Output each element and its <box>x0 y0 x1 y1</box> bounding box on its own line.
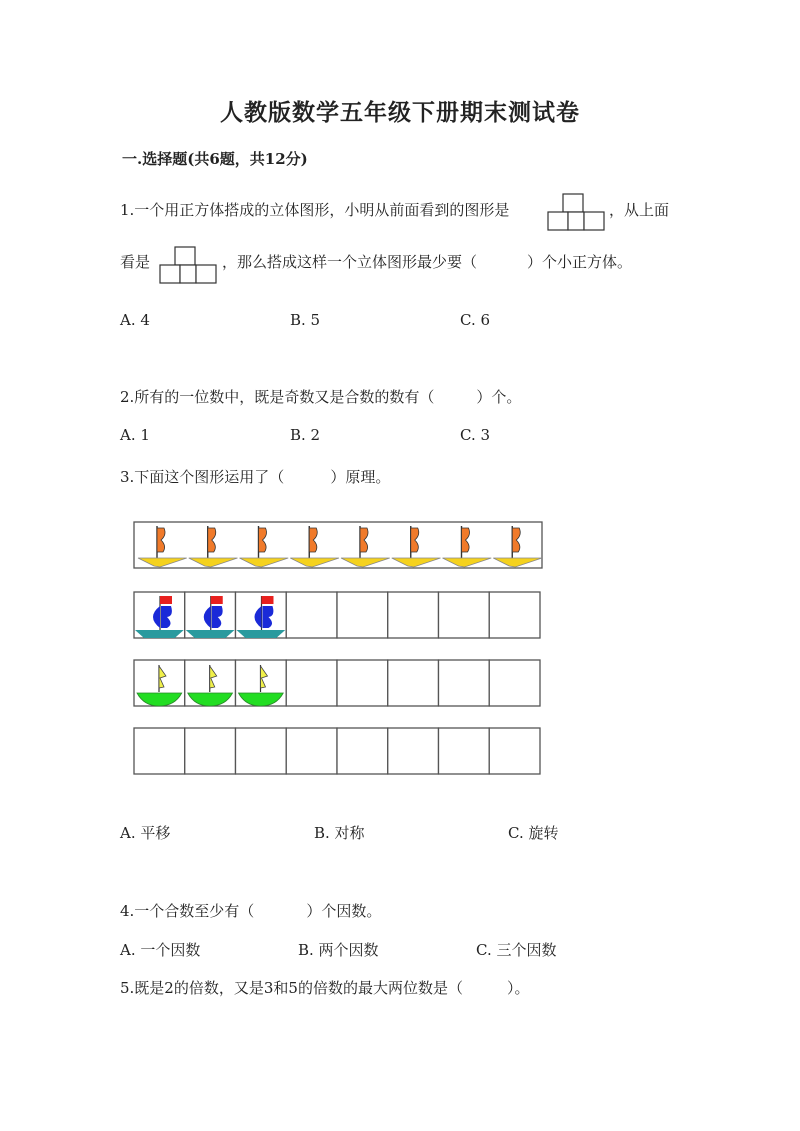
grid-cell <box>286 660 337 706</box>
grid-cell <box>337 592 388 638</box>
q1-option-c[interactable]: C. 6 <box>460 311 491 329</box>
q5-text-a: 5.既是2的倍数，又是3和5的倍数的最大两位数是（ <box>120 979 463 997</box>
q3-text-b: ）原理。 <box>330 468 391 486</box>
flag-boat-row <box>134 522 542 568</box>
q3-text <box>120 466 390 487</box>
section-heading: 一.选择题(共6题，共12分) <box>122 150 308 168</box>
q1-line1 <box>120 199 509 220</box>
q4-option-b[interactable]: B. 两个因数 <box>298 941 379 959</box>
q2-text-b: ）个。 <box>476 388 522 406</box>
q1-text-part4: ，那么搭成这样一个立体图形最少要（ <box>222 253 478 271</box>
grid-cell <box>236 728 287 774</box>
q3-text-a: 3.下面这个图形运用了（ <box>120 468 285 486</box>
q1-text-part2: ，从上面 <box>609 201 670 219</box>
q2-option-a[interactable]: A. 1 <box>120 426 150 444</box>
grid-cell <box>489 660 540 706</box>
q1-text-part1: 1.一个用正方体搭成的立体图形，小明从前面看到的图形是 <box>120 201 510 219</box>
q1-option-a[interactable]: A. 4 <box>120 311 150 329</box>
top-view-figure <box>159 246 217 284</box>
sailboat-row-blue <box>134 592 540 638</box>
grid-cell <box>439 728 490 774</box>
q4-text <box>120 900 381 921</box>
page-title: 人教版数学五年级下册期末测试卷 <box>220 99 580 126</box>
front-view-figure <box>547 193 605 231</box>
grid-cell <box>185 728 236 774</box>
grid-cell <box>388 728 439 774</box>
q1-text-part3: 看是 <box>120 253 151 271</box>
q5-text <box>120 977 529 998</box>
grid-cell <box>337 728 388 774</box>
empty-grid-row <box>134 728 540 774</box>
q1-text-part5: ）个小正方体。 <box>527 253 633 271</box>
grid-cell <box>286 592 337 638</box>
grid-cell <box>286 728 337 774</box>
pattern-figure <box>132 520 544 780</box>
grid-cell <box>134 728 185 774</box>
grid-cell <box>489 728 540 774</box>
q3-option-a[interactable]: A. 平移 <box>120 824 171 842</box>
q4-option-a[interactable]: A. 一个因数 <box>120 941 201 959</box>
q3-option-c[interactable]: C. 旋转 <box>508 824 559 842</box>
q1-line2-rest <box>222 251 632 272</box>
grid-cell <box>388 660 439 706</box>
q3-option-b[interactable]: B. 对称 <box>314 824 365 842</box>
sailboat-row-green <box>134 660 540 706</box>
q2-text-a: 2.所有的一位数中，既是奇数又是合数的数有（ <box>120 388 435 406</box>
q2-option-b[interactable]: B. 2 <box>290 426 321 444</box>
q5-text-b: ）。 <box>506 979 530 997</box>
grid-cell <box>489 592 540 638</box>
q2-text <box>120 386 521 407</box>
q4-text-a: 4.一个合数至少有（ <box>120 902 255 920</box>
grid-cell <box>439 592 490 638</box>
grid-cell <box>439 660 490 706</box>
q4-text-b: ）个因数。 <box>306 902 382 920</box>
q4-option-c[interactable]: C. 三个因数 <box>476 941 557 959</box>
q1-option-b[interactable]: B. 5 <box>290 311 321 329</box>
q2-option-c[interactable]: C. 3 <box>460 426 491 444</box>
grid-cell <box>337 660 388 706</box>
grid-cell <box>388 592 439 638</box>
